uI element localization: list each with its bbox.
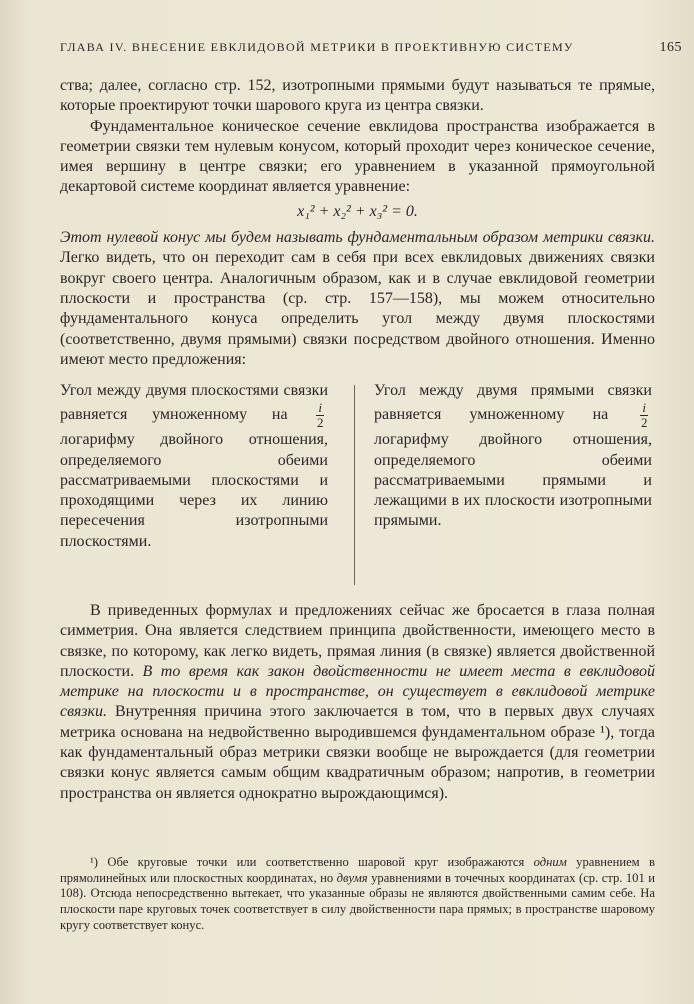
paragraph-4: В приведенных формулах и предложениях сейчас же бросается в глаза полная симметрия. Она является следствием принципа двойственности, имеющего место в связке, по которому, как легко видеть, прямая линия (в связке) является двойственной плоскости. В то время как закон двойственности не имеет места в евклидовой метрике на плоскости и в пространстве, он существует в евклидовой метрике связки. Внутренняя причина этого заключается в том, что в первых двух случаях метрика основана на недвойственно выродившемся фундаментальном образе ¹), тогда как фундаментальный образ метрики связки вообще не вырождается (для геометрии связки конус является самым общим квадратичным образом; напротив, в геометрии пространства он является однократно вырождающимся). xyxy=(60,602,655,802)
column-divider xyxy=(354,385,355,585)
definition-italic: Этот нулевой конус мы будем называть фундаментальным образом метрики связки. xyxy=(60,229,655,247)
equation: x₁² + x₂² + x₃² = 0. xyxy=(297,202,418,220)
paragraph-3-rest: Легко видеть, что он переходит сам в себя при всех евклидовых движениях связки вокруг своего центра. Аналогичным образом, как и в случае евклидовой геометрии плоскости и пространства (ср. стр. 157—158), мы можем относительно фундаментального конуса определить угол между двумя плоскостями (соответственно, двумя прямыми) связки посредством двойного отношения. Именно имеют место предложения: xyxy=(60,249,655,368)
running-title: ГЛАВА IV. ВНЕСЕНИЕ ЕВКЛИДОВОЙ МЕТРИКИ В ПРОЕКТИВНУЮ СИСТЕМУ xyxy=(60,40,574,54)
main-text-bottom xyxy=(60,601,655,804)
paragraph-1: ства; далее, согласно стр. 152, изотропными прямыми будут называться те прямые, которые проектируют точки шарового круга из центра связки. xyxy=(60,77,655,115)
two-column-propositions xyxy=(60,381,655,591)
proposition-planes xyxy=(60,381,328,552)
proposition-lines-b: логарифму двойного отношения, определяемого обеими рассматриваемыми прямыми и лежащими в их плоскости изотропными прямыми. xyxy=(374,431,652,530)
proposition-planes-b: логарифму двойного отношения, определяемого обеими рассматриваемыми плоскостями и проходящими через их линию пересечения изотропными плоскостями. xyxy=(60,431,328,550)
page-number: 165 xyxy=(659,40,682,55)
proposition-lines-a: Угол между двумя прямыми связки равняется умноженному на xyxy=(374,382,652,424)
proposition-lines xyxy=(374,381,652,532)
paragraph-2: Фундаментальное коническое сечение евклидова пространства изображается в геометрии связки тем нулевым конусом, который проходит через коническое сечение, имея вершину в центре связки; его уравнением в указанной прямоугольной декартовой системе координат является уравнение: xyxy=(60,117,655,196)
footnote: ¹) Обе круговые точки или соответственно шаровой круг изображаются одним уравнением в прямолинейных или плоскостных координатах, но двумя уравнениями в точечных координатах (ср. стр. 101 и 108). Отсюда непосредственно вытекает, что указанные образы не являются двойственными самим себе. На плоскости паре круговых точек соответствует в силу двойственности пара прямых; в пространстве шаровому кругу соответствует конус. xyxy=(60,855,655,932)
proposition-planes-a: Угол между двумя плоскостями связки равняется умноженному на xyxy=(60,382,328,424)
fraction-i-over-2: $\frac{i}{2}$ xyxy=(640,400,648,431)
paragraph-3 xyxy=(60,228,655,370)
fraction-i-over-2: $\frac{i}{2}$ xyxy=(316,400,324,431)
duality-italic: В то время как закон двойственности не имеет места в евклидовой метрике на плоскости и в пространстве, он существует в евклидовой метрике связки. xyxy=(60,662,655,721)
main-text-top xyxy=(60,76,655,370)
running-header xyxy=(60,40,682,56)
